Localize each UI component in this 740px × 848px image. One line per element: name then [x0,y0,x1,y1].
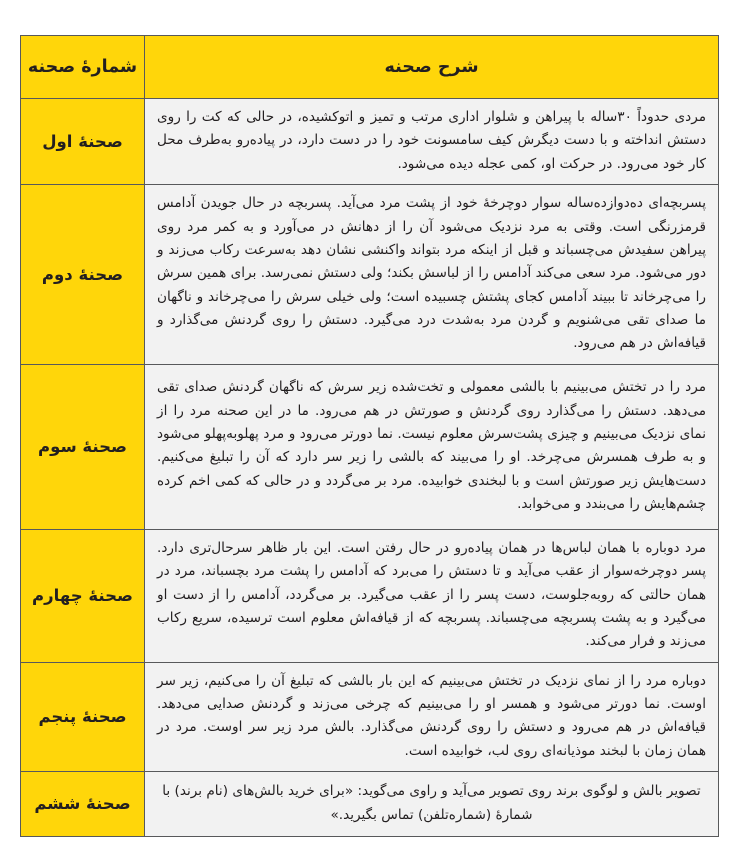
scene-description-text-3: مرد را در تختش می‌بینیم با بالشی معمولی و تخت‌شده زیر سرش که ناگهان گردنش صدای تقی می‌دهد. دستش را می‌گذارد روی گردنش و صورتش در هم می‌رود. ما در این صحنه مرد را از نمای نزدیک می‌بینیم و چیزی پشت‌سرش معلوم نیست. نما دورتر می‌رود و مرد پهلوبه‌پهلو می‌شود و به طرف همسرش می‌چرخد. او را می‌بیند که بالشی را زیر سر دارد که آن را تبلیغ می‌کنیم. دست‌هایش زیر صورتش است و با لبخندی خوابیده. مرد بر می‌گردد و در حالی که کمی اخم کرده چشم‌هایش را می‌بندد و می‌خوابد. [157,379,706,512]
table-row [21,99,719,185]
scene-number-label-4: صحنهٔ چهارم [32,585,133,605]
column-header-scene-number-label: شمارهٔ صحنه [27,56,138,77]
column-header-description-label: شرح صحنه [384,56,479,77]
table-header-row [21,36,719,99]
scene-number-cell-5 [21,662,145,772]
scene-description-cell-5 [145,662,719,772]
scene-number-label-3: صحنهٔ سوم [38,437,127,457]
table-body [21,99,719,837]
scene-description-cell-4 [145,529,719,662]
table-row [21,772,719,837]
column-header-description [145,36,719,99]
table-row [21,662,719,772]
scene-description-cell-3 [145,364,719,529]
scene-number-cell-4 [21,529,145,662]
storyboard-table-container [21,35,719,837]
table-row [21,364,719,529]
scene-number-cell-6 [21,772,145,837]
scene-description-text-5: دوباره مرد را از نمای نزدیک در تختش می‌بینیم که این بار بالشی که تبلیغ آن را می‌کنیم، زیر سر اوست. نما دورتر می‌شود و همسر او را می‌بینیم که چرخی می‌زند و گردنش صدایی می‌دهد. قیافه‌اش در هم می‌رود و دستش را روی گردنش می‌گذارد. بالش مرد زیر سر اوست. مرد در همان زمان با لبخند موذیانه‌ای روی لب، خوابیده است. [157,672,706,759]
scene-description-cell-6 [145,772,719,837]
table-row [21,185,719,365]
scene-number-cell-2 [21,185,145,365]
scene-number-label-6: صحنهٔ ششم [34,794,131,814]
scene-number-label-1: صحنهٔ اول [42,131,123,151]
scene-description-text-6: تصویر بالش و لوگوی برند روی تصویر می‌آید و راوی می‌گوید: «برای خرید بالش‌های (نام برند) با شمارهٔ (شماره‌تلفن) تماس بگیرید.» [162,783,701,823]
scene-description-text-2: پسربچه‌ای ده‌دوازده‌ساله سوار دوچرخهٔ خود از پشت مرد می‌آید. پسربچه در حال جویدن آدامس قرمزرنگی است. وقتی به مرد نزدیک می‌شود آن را از دهانش در می‌آورد و به کمر مرد روی پیراهن سفیدش می‌چسباند و قبل از اینکه مرد بتواند واکنشی نشان دهد به‌سرعت رکاب می‌زند و دور می‌شود. مرد سعی می‌کند آدامس را از لباسش بکند؛ ولی دستش نمی‌رسد. برای همین سرش را می‌چرخاند تا ببیند آدامس کجای پشتش چسبیده است؛ ولی خیلی سرش را می‌چرخاند و ناگهان ما صدای تقی می‌شنویم و گردن مرد به‌شدت درد می‌گیرد. دستش را روی گردنش می‌گذارد و قیافه‌اش در هم می‌رود. [157,195,706,352]
scene-description-cell-1 [145,99,719,185]
scene-number-label-5: صحنهٔ پنجم [38,707,127,727]
table-header [21,36,719,99]
scene-number-cell-1 [21,99,145,185]
storyboard-table [20,35,719,837]
table-row [21,529,719,662]
scene-number-label-2: صحنهٔ دوم [41,264,124,284]
scene-description-cell-2 [145,185,719,365]
scene-description-text-1: مردی حدوداً ۳۰ساله با پیراهن و شلوار اداری مرتب و تمیز و اتوکشیده، در حالی که کت را روی دستش انداخته و با دست دیگرش کیف سامسونت خود را در دست دارد، در پیاده‌رو به‌طرف محل کار خود می‌رود. در حرکت او، کمی عجله دیده می‌شود. [157,109,706,172]
scene-description-text-4: مرد دوباره با همان لباس‌ها در همان پیاده‌رو در حال رفتن است. این بار ظاهر سرحال‌تری دارد. پسر دوچرخه‌سوار از عقب می‌آید و تا دستش را می‌برد که آدامس را پشت مرد بچسباند، مرد در همان حالتی که روبه‌جلوست، دست پسر را از عقب می‌گیرد. بر می‌گردد، آدامس را از دست او می‌گیرد و به پشت پسربچه می‌چسباند. پسربچه که از قیافه‌اش معلوم است ترسیده، سریع رکاب می‌زند و فرار می‌کند. [157,539,706,650]
column-header-scene-number [21,36,145,99]
scene-number-cell-3 [21,364,145,529]
